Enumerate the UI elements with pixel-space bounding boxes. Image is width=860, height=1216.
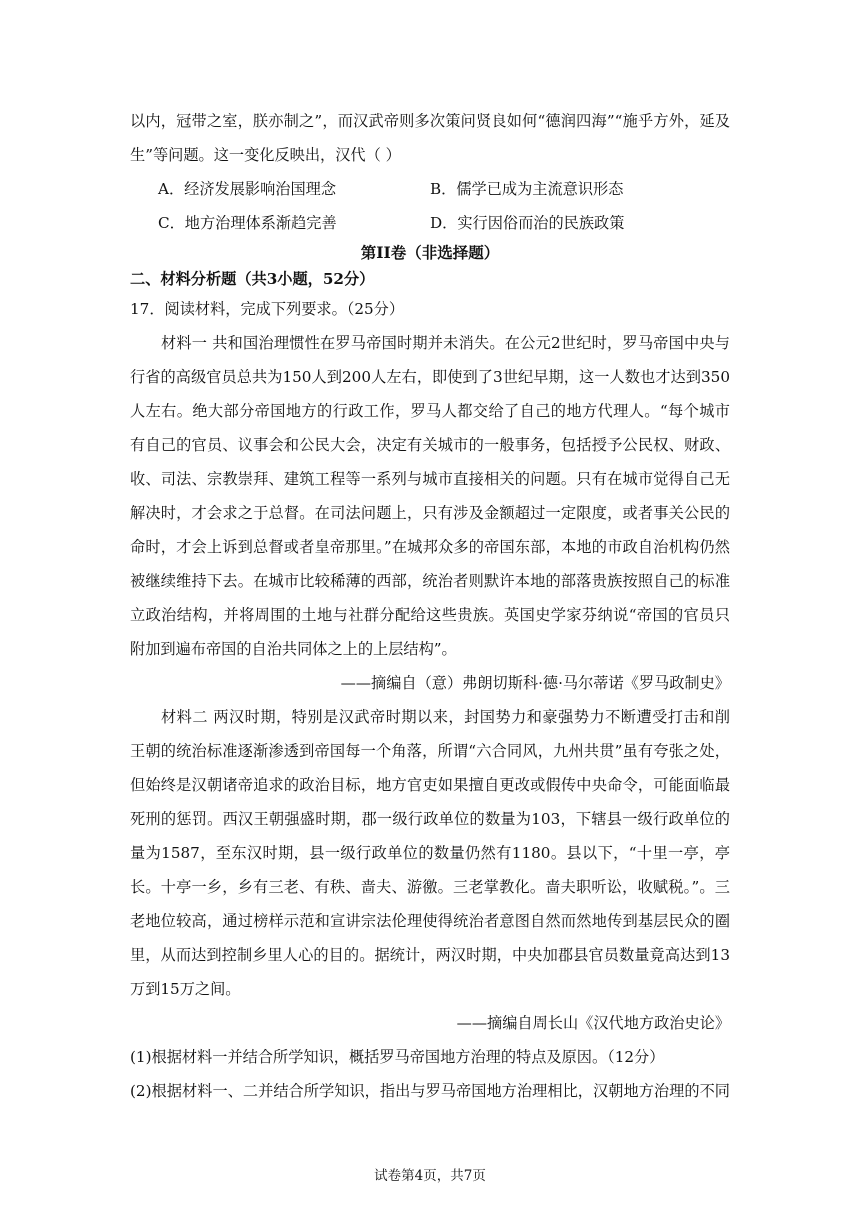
material-two-line: 长。十亭一乡，乡有三老、有秩、啬夫、游徼。三老掌教化。啬夫职听讼，收赋税。”。三 <box>130 878 730 896</box>
option-d: D．实行因俗而治的民族政策 <box>430 214 625 232</box>
material-one-line: 立政治结构，并将周围的土地与社群分配给这些贵族。英国史学家芬纳说“帝国的官员只 <box>130 606 730 624</box>
material-one-line: 附加到遍布帝国的自治共同体之上的上层结构”。 <box>130 640 457 658</box>
material-one-line: 收、司法、宗教崇拜、建筑工程等一系列与城市直接相关的问题。只有在城市觉得自己无 <box>130 470 730 488</box>
sub-question-1: (1)根据材料一并结合所学知识，概括罗马帝国地方治理的特点及原因。（12分） <box>130 1048 665 1066</box>
prev-question-line-2: 生”等问题。这一变化反映出，汉代（ ） <box>130 146 401 164</box>
material-two-line: 万到15万之间。 <box>130 980 241 998</box>
material-one <box>130 326 730 666</box>
material-one-source: ——摘编自（意）弗朗切斯科·德·马尔蒂诺《罗马政制史》 <box>340 674 730 692</box>
sub-question-2: (2)根据材料一、二并结合所学知识，指出与罗马帝国地方治理相比，汉朝地方治理的不同 <box>130 1082 730 1100</box>
option-c: C．地方治理体系渐趋完善 <box>158 214 337 232</box>
material-one-line: 命时，才会上诉到总督或者皇帝那里。”在城邦众多的帝国东部，本地的市政自治机构仍然 <box>130 538 730 556</box>
material-one-line: 人左右。绝大部分帝国地方的行政工作，罗马人都交给了自己的地方代理人。“每个城市 <box>130 402 730 420</box>
answer-options <box>130 172 730 240</box>
material-one-line: 行省的高级官员总共为150人到200人左右，即使到了3世纪早期，这一人数也才达到350 <box>130 368 730 386</box>
material-two-line: 但始终是汉朝诸帝追求的政治目标，地方官吏如果擅自更改或假传中央命令，可能面临最 <box>130 776 730 794</box>
option-a: A．经济发展影响治国理念 <box>158 180 337 198</box>
page-content <box>130 104 730 1108</box>
question-17-stem: 17．阅读材料，完成下列要求。（25分） <box>130 300 405 318</box>
material-one-line: 解决时，才会求之于总督。在司法问题上，只有涉及金额超过一定限度，或者事关公民的 <box>130 504 730 522</box>
material-one-line: 材料一 共和国治理惯性在罗马帝国时期并未消失。在公元2世纪时，罗马帝国中央与 <box>161 334 730 352</box>
option-b: B．儒学已成为主流意识形态 <box>430 180 624 198</box>
page-footer: 试卷第4页，共7页 <box>374 1168 486 1184</box>
material-two <box>130 700 730 1006</box>
material-one-line: 被继续维持下去。在城市比较稀薄的西部，统治者则默许本地的部落贵族按照自己的标准 <box>130 572 730 590</box>
material-two-line: 死刑的惩罚。西汉王朝强盛时期，郡一级行政单位的数量为103，下辖县一级行政单位的 <box>130 810 730 828</box>
material-two-line: 王朝的统治标准逐渐渗透到帝国每一个角落，所谓“六合同风，九州共贯”虽有夸张之处， <box>130 742 730 760</box>
material-two-line: 量为1587，至东汉时期，县一级行政单位的数量仍然有1180。县以下，“十里一亭，亭 <box>130 844 730 862</box>
section-title: 二、材料分析题（共3小题，52分） <box>130 270 375 288</box>
material-one-line: 有自己的官员、议事会和公民大会，决定有关城市的一般事务，包括授予公民权、财政、 <box>130 436 730 454</box>
material-two-line: 材料二 两汉时期，特别是汉武帝时期以来，封国势力和豪强势力不断遭受打击和削 <box>161 708 730 726</box>
volume-title: 第II卷（非选择题） <box>360 243 500 262</box>
material-two-source: ——摘编自周长山《汉代地方政治史论》 <box>456 1014 730 1032</box>
prev-question-line-1: 以内，冠带之室，朕亦制之”，而汉武帝则多次策问贤良如何“德润四海”“施乎方外，延及 <box>130 112 730 130</box>
material-two-line: 里，从而达到控制乡里人心的目的。据统计，两汉时期，中央加郡县官员数量竟高达到13 <box>130 946 730 964</box>
material-two-line: 老地位较高，通过榜样示范和宣讲宗法伦理使得统治者意图自然而然地传到基层民众的圈 <box>130 912 730 930</box>
